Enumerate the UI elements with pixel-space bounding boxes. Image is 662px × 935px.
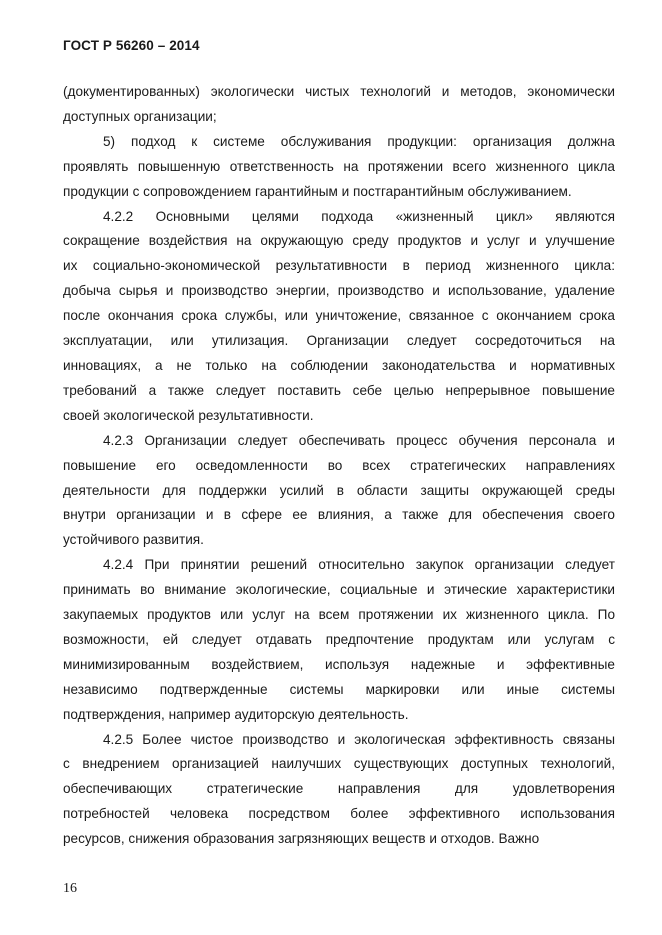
text-line: принимать во внимание экологические, социальные и этические характеристики — [63, 582, 615, 598]
text-line: эксплуатации, или утилизация. Организации следует сосредоточиться на — [63, 333, 615, 349]
text-line: их социально-экономической результативности в период жизненного цикла: — [63, 258, 615, 274]
text-line: после окончания срока службы, или уничтожение, связанное с окончанием срока — [63, 308, 615, 324]
text-line: внутри организации и в сфере ее влияния, а также для обеспечения своего — [63, 507, 615, 523]
text-line: добыча сырья и производство энергии, производство и использование, удаление — [63, 283, 615, 299]
text-line: минимизированным воздействием, используя надежные и эффективные — [63, 656, 615, 672]
page-number: 16 — [63, 881, 77, 896]
text-line: повышение его осведомленности во всех стратегических направлениях — [63, 457, 615, 473]
text-line: потребностей человека посредством более эффективного использования — [63, 806, 615, 822]
paragraph — [63, 553, 615, 727]
text-line: независимо подтвержденные системы маркировки или иные системы — [63, 681, 615, 697]
text-line: продукции с сопровождением гарантийным и постгарантийным обслуживанием. — [63, 183, 572, 199]
text-line: доступных организации; — [63, 108, 217, 124]
text-line: 4.2.3 Организации следует обеспечивать процесс обучения персонала и — [103, 432, 615, 448]
document-body — [63, 80, 615, 852]
text-line: 4.2.2 Основными целями подхода «жизненный цикл» являются — [103, 208, 615, 224]
text-line: ресурсов, снижения образования загрязняющих веществ и отходов. Важно — [63, 831, 540, 847]
text-line: 5) подход к системе обслуживания продукции: организация должна — [103, 133, 615, 149]
text-line: закупаемых продуктов или услуг на всем протяжении их жизненного цикла. По — [63, 607, 615, 623]
text-line: сокращение воздействия на окружающую среду продуктов и услуг и улучшение — [63, 233, 615, 249]
paragraph — [63, 205, 615, 429]
text-line: проявлять повышенную ответственность на протяжении всего жизненного цикла — [63, 158, 615, 174]
text-line: деятельности для поддержки усилий в области защиты окружающей среды — [63, 482, 615, 498]
text-line: подтверждения, например аудиторскую деятельность. — [63, 706, 409, 722]
text-line: с внедрением организацией наилучших существующих доступных технологий, — [63, 756, 615, 772]
text-line: инновациях, а не только на соблюдении законодательства и нормативных — [63, 357, 615, 373]
paragraph — [63, 728, 615, 853]
text-line: устойчивого развития. — [63, 532, 204, 548]
document-header: ГОСТ Р 56260 – 2014 — [63, 38, 200, 53]
paragraph — [63, 80, 615, 130]
paragraph — [63, 429, 615, 554]
text-line: возможности, ей следует отдавать предпочтение продуктам или услугам с — [63, 631, 615, 647]
text-line: требований а также следует поставить себе целью непрерывное повышение — [63, 382, 615, 398]
paragraph — [63, 130, 615, 205]
text-line: 4.2.4 При принятии решений относительно закупок организации следует — [103, 557, 615, 573]
text-line: 4.2.5 Более чистое производство и экологическая эффективность связаны — [103, 731, 615, 747]
text-line: (документированных) экологически чистых технологий и методов, экономически — [63, 84, 615, 99]
text-line: обеспечивающих стратегические направления для удовлетворения — [63, 781, 615, 797]
text-line: своей экологической результативности. — [63, 407, 314, 423]
